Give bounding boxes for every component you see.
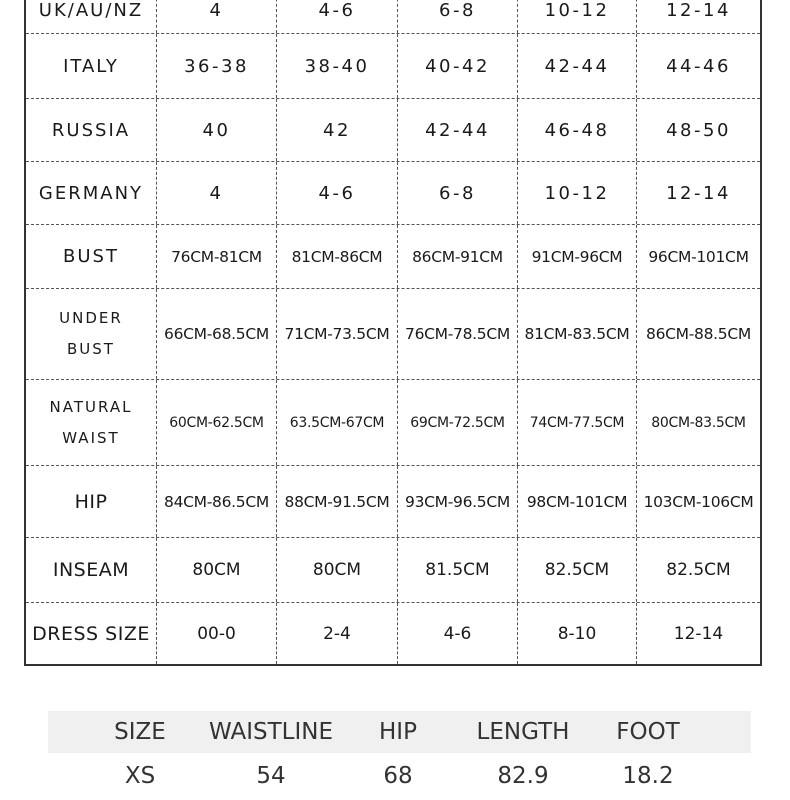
table-cell: XS (124, 763, 156, 789)
table-cell: 82.5CM (636, 538, 760, 602)
row-label: UK/AU/NZ (38, 0, 144, 21)
table-cell: 42-44 (517, 34, 636, 98)
table-row-germany (26, 162, 760, 225)
table-cell: 88CM-91.5CM (276, 466, 397, 537)
row-label-line: UNDER (59, 309, 123, 327)
table-cell: 74CM-77.5CM (517, 380, 636, 465)
table-cell: 81CM-83.5CM (517, 289, 636, 379)
table-cell: 40-42 (397, 34, 517, 98)
table-cell: 00-0 (156, 603, 276, 664)
table-cell: 6-8 (397, 0, 517, 33)
table-cell: 66CM-68.5CM (156, 289, 276, 379)
column-header: SIZE (114, 719, 166, 745)
table-cell: 81CM-86CM (276, 225, 397, 288)
table-cell: 36-38 (156, 34, 276, 98)
row-label (26, 380, 156, 465)
table-cell: 4-6 (276, 0, 397, 33)
row-label: INSEAM (52, 559, 130, 581)
garment-measurement-table (48, 711, 751, 799)
table-cell: 48-50 (636, 99, 760, 161)
table-cell: 91CM-96CM (517, 225, 636, 288)
table-cell: 54 (256, 763, 286, 789)
table-cell: 44-46 (636, 34, 760, 98)
column-header: FOOT (616, 719, 680, 745)
table-cell: 86CM-88.5CM (636, 289, 760, 379)
row-label-line: BUST (67, 340, 115, 358)
table-cell: 80CM-83.5CM (636, 380, 760, 465)
table-cell: 82.5CM (517, 538, 636, 602)
table-cell: 103CM-106CM (636, 466, 760, 537)
table-cell: 98CM-101CM (517, 466, 636, 537)
table-cell: 81.5CM (397, 538, 517, 602)
table-cell: 4-6 (276, 162, 397, 224)
table-cell: 6-8 (397, 162, 517, 224)
table-cell: 12-14 (636, 603, 760, 664)
table-cell: 60CM-62.5CM (156, 380, 276, 465)
table-cell: 8-10 (517, 603, 636, 664)
row-label (26, 289, 156, 379)
table-cell: 10-12 (517, 0, 636, 33)
table-cell: 18.2 (622, 763, 674, 789)
table-cell: 80CM (276, 538, 397, 602)
table-cell: 93CM-96.5CM (397, 466, 517, 537)
column-header: HIP (379, 719, 417, 745)
table-cell: 4-6 (397, 603, 517, 664)
table-row-hip (26, 466, 760, 538)
table-cell: 40 (156, 99, 276, 161)
column-header: WAISTLINE (209, 719, 333, 745)
table-cell: 12-14 (636, 0, 760, 33)
row-label: HIP (74, 490, 108, 513)
table-row-italy (26, 34, 760, 99)
row-label: ITALY (63, 55, 119, 77)
table-row-dress-size (26, 603, 760, 664)
table-cell: 38-40 (276, 34, 397, 98)
table-cell: 4 (156, 0, 276, 33)
row-label-line: NATURAL (49, 397, 133, 416)
row-label: BUST (63, 246, 119, 267)
table-cell: 12-14 (636, 162, 760, 224)
table-row-inseam (26, 538, 760, 603)
table-cell: 63.5CM-67CM (276, 380, 397, 465)
table-cell: 2-4 (276, 603, 397, 664)
table-header (48, 711, 751, 753)
table-row-uk-au-nz (26, 0, 760, 34)
table-cell: 4 (156, 162, 276, 224)
table-cell: 46-48 (517, 99, 636, 161)
column-header: LENGTH (476, 719, 570, 745)
table-row-under-bust (26, 289, 760, 380)
row-label: RUSSIA (51, 119, 131, 141)
table-cell: 42-44 (397, 99, 517, 161)
row-label-line: WAIST (62, 428, 120, 447)
table-cell: 69CM-72.5CM (397, 380, 517, 465)
table-cell: 68 (383, 763, 413, 789)
table-cell: 96CM-101CM (636, 225, 760, 288)
table-cell: 86CM-91CM (397, 225, 517, 288)
row-label: DRESS SIZE (32, 622, 150, 645)
table-cell: 84CM-86.5CM (156, 466, 276, 537)
row-label: GERMANY (38, 182, 144, 204)
table-row-bust (26, 225, 760, 289)
table-cell: 82.9 (497, 763, 549, 789)
table-cell: 10-12 (517, 162, 636, 224)
table-row (48, 753, 751, 799)
table-cell: 42 (276, 99, 397, 161)
table-row-natural-waist (26, 380, 760, 466)
table-cell: 76CM-81CM (156, 225, 276, 288)
table-cell: 80CM (156, 538, 276, 602)
table-cell: 76CM-78.5CM (397, 289, 517, 379)
table-cell: 71CM-73.5CM (276, 289, 397, 379)
size-conversion-table (24, 0, 762, 666)
table-row-russia (26, 99, 760, 162)
